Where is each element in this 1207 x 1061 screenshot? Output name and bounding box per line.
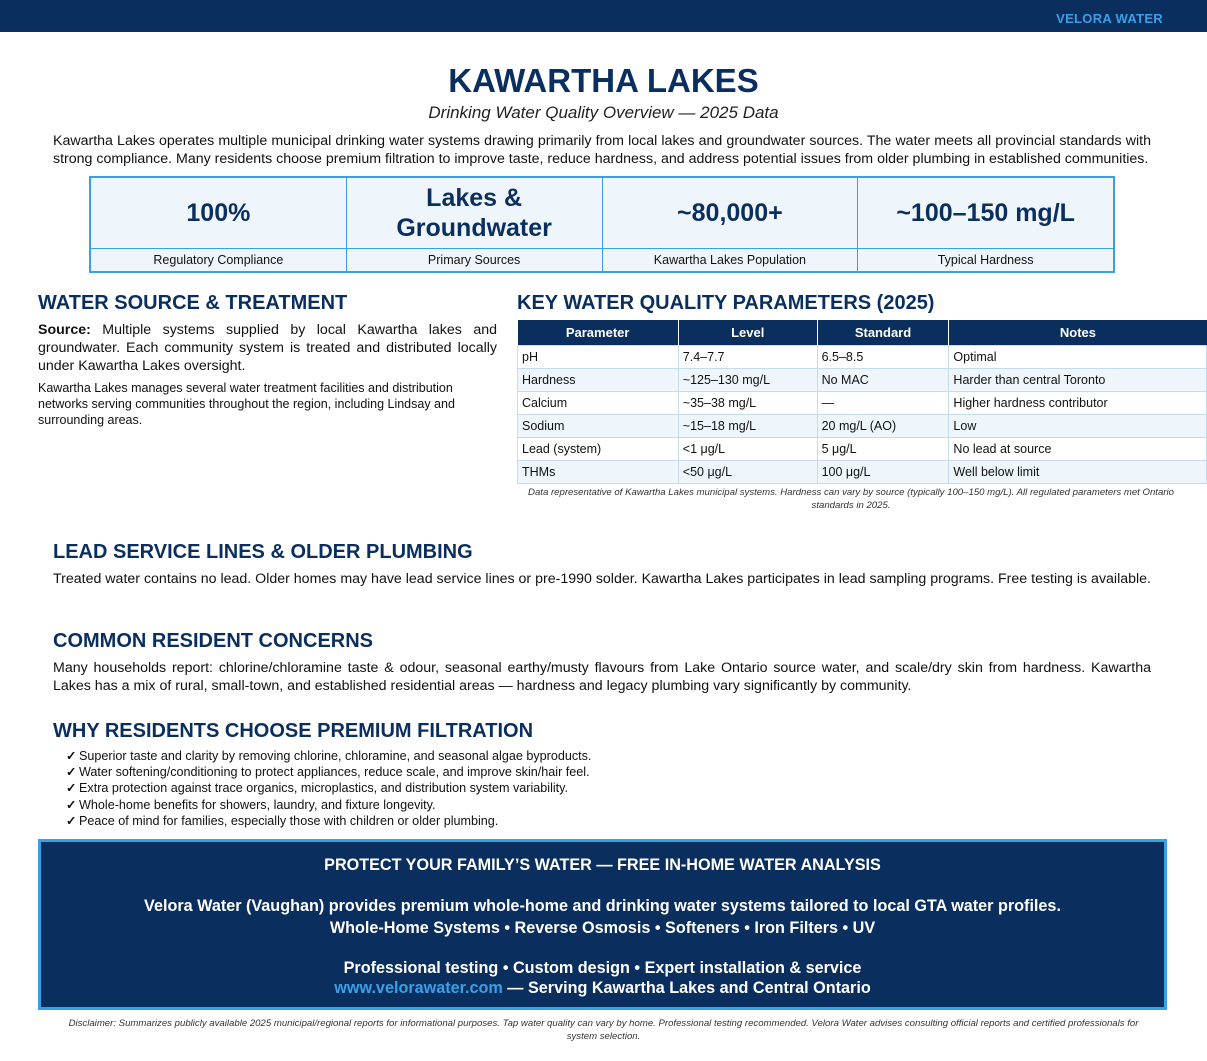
cta-box (38, 839, 1167, 1010)
checkmark-icon: ✓ (66, 781, 77, 796)
table-cell: Harder than central Toronto (949, 369, 1207, 392)
stat-hardness (858, 178, 1113, 271)
source-text: Multiple systems supplied by local Kawartha lakes and groundwater. Each community system is treated and distributed locally under Kawartha Lakes oversight. (38, 322, 497, 374)
source-paragraph (38, 321, 497, 375)
table-row (518, 369, 1207, 392)
table-cell: Sodium (518, 415, 679, 438)
checkmark-icon: ✓ (66, 765, 77, 780)
table-row (518, 461, 1207, 484)
concerns-heading: COMMON RESIDENT CONCERNS (53, 630, 374, 652)
table-row (518, 415, 1207, 438)
table-cell: No lead at source (949, 438, 1207, 461)
intro-paragraph: Kawartha Lakes operates multiple municipal drinking water systems drawing primarily from local lakes and groundwater sources. The water meets all provincial standards with strong compliance. Many residents choose premium filtration to improve taste, reduce hardness, and address potential issues from older plumbing in established communities. (53, 133, 1151, 167)
list-item: ✓ Peace of mind for families, especially those with children or older plumbing. (66, 813, 499, 828)
table-row (518, 438, 1207, 461)
table-cell: <1 μg/L (678, 438, 817, 461)
list-item: ✓ Water softening/conditioning to protect appliances, reduce scale, and improve skin/hair feel. (66, 765, 590, 780)
page-title: KAWARTHA LAKES (448, 62, 759, 99)
cta-products: Whole-Home Systems • Reverse Osmosis • Softeners • Iron Filters • UV (329, 919, 876, 937)
table-cell: ~125–130 mg/L (678, 369, 817, 392)
table-cell: <50 μg/L (678, 461, 817, 484)
column-header: Notes (949, 320, 1207, 346)
stat-compliance (91, 178, 347, 271)
table-cell: Optimal (949, 346, 1207, 369)
checkmark-icon: ✓ (66, 797, 77, 812)
list-item: ✓ Extra protection against trace organics, microplastics, and distribution system variability. (66, 781, 569, 796)
table-cell: ~35–38 mg/L (678, 392, 817, 415)
table-cell: No MAC (817, 369, 949, 392)
column-header: Parameter (518, 320, 679, 346)
source-heading: WATER SOURCE & TREATMENT (38, 292, 348, 314)
table-cell: Higher hardness contributor (949, 392, 1207, 415)
stat-label: Typical Hardness (937, 253, 1034, 267)
benefits-list (66, 748, 591, 829)
cta-services: Professional testing • Custom design • Expert installation & service (343, 959, 862, 977)
list-item: ✓ Superior taste and clarity by removing chlorine, chloramine, and seasonal algae byproducts. (66, 749, 592, 763)
page-subtitle: Drinking Water Quality Overview — 2025 Data (428, 103, 779, 122)
table-cell: — (817, 392, 949, 415)
stat-value: 100% (91, 178, 346, 249)
lead-heading: LEAD SERVICE LINES & OLDER PLUMBING (53, 541, 473, 563)
stat-value: Lakes & Groundwater (347, 178, 602, 249)
table-footnote: Data representative of Kawartha Lakes municipal systems. Hardness can vary by source (typically 100–150 mg/L). All regulated parameters met Ontario standards in 2025. (528, 487, 1174, 511)
cta-contact (41, 979, 1164, 998)
cta-contact-text: — Serving Kawartha Lakes and Central Ontario (502, 979, 871, 997)
parameters-table (517, 320, 1207, 484)
table-row (518, 392, 1207, 415)
table-cell: pH (518, 346, 679, 369)
stat-sources (347, 178, 603, 271)
filtration-heading: WHY RESIDENTS CHOOSE PREMIUM FILTRATION (53, 720, 534, 742)
brand-name: VELORA WATER (1056, 11, 1163, 26)
stat-population (603, 178, 859, 271)
website-link[interactable]: www.velorawater.com (334, 979, 503, 997)
table-row (518, 346, 1207, 369)
disclaimer: Disclaimer: Summarizes publicly available 2025 municipal/regional reports for informational purposes. Tap water quality can vary by home. Professional testing recommended. Velora Water advises consulting official reports and certified professionals for system selection. (68, 1018, 1139, 1042)
stats-panel (89, 176, 1115, 273)
table-cell: 6.5–8.5 (817, 346, 949, 369)
parameters-heading: KEY WATER QUALITY PARAMETERS (2025) (517, 292, 935, 314)
stat-value: ~80,000+ (603, 178, 858, 249)
source-label: Source: (38, 322, 91, 338)
table-cell: ~15–18 mg/L (678, 415, 817, 438)
lead-paragraph: Treated water contains no lead. Older homes may have lead service lines or pre-1990 solder. Kawartha Lakes participates in lead sampling programs. Free testing is available. (53, 571, 1151, 587)
stat-value: ~100–150 mg/L (858, 178, 1113, 249)
table-cell: 5 μg/L (817, 438, 949, 461)
source-note: Kawartha Lakes manages several water treatment facilities and distribution networks serving communities throughout the region, including Lindsay and surrounding areas. (38, 381, 455, 427)
list-item: ✓ Whole-home benefits for showers, laundry, and fixture longevity. (66, 797, 436, 812)
column-header: Standard (817, 320, 949, 346)
table-header-row (518, 320, 1207, 346)
table-cell: Calcium (518, 392, 679, 415)
checkmark-icon: ✓ (66, 749, 77, 763)
table-cell: 7.4–7.7 (678, 346, 817, 369)
cta-description: Velora Water (Vaughan) provides premium whole-home and drinking water systems tailored to local GTA water profiles. (144, 897, 1061, 915)
cta-headline: PROTECT YOUR FAMILY’S WATER — FREE IN-HOME WATER ANALYSIS (324, 856, 881, 874)
concerns-paragraph: Many households report: chlorine/chloramine taste & odour, seasonal earthy/musty flavours from Lake Ontario source water, and scale/dry skin from hardness. Kawartha Lakes has a mix of rural, small-town, and established residential areas — hardness and legacy plumbing vary significantly by community. (53, 660, 1151, 694)
table-cell: 100 μg/L (817, 461, 949, 484)
table-cell: Well below limit (949, 461, 1207, 484)
top-banner (0, 0, 1207, 32)
source-section (38, 321, 497, 428)
table-cell: Hardness (518, 369, 679, 392)
table-cell: Lead (system) (518, 438, 679, 461)
column-header: Level (678, 320, 817, 346)
checkmark-icon: ✓ (66, 813, 77, 828)
table-cell: Low (949, 415, 1207, 438)
stat-label: Regulatory Compliance (153, 253, 284, 267)
stat-label: Primary Sources (427, 253, 521, 267)
table-cell: THMs (518, 461, 679, 484)
stat-label: Kawartha Lakes Population (653, 253, 806, 267)
table-cell: 20 mg/L (AO) (817, 415, 949, 438)
